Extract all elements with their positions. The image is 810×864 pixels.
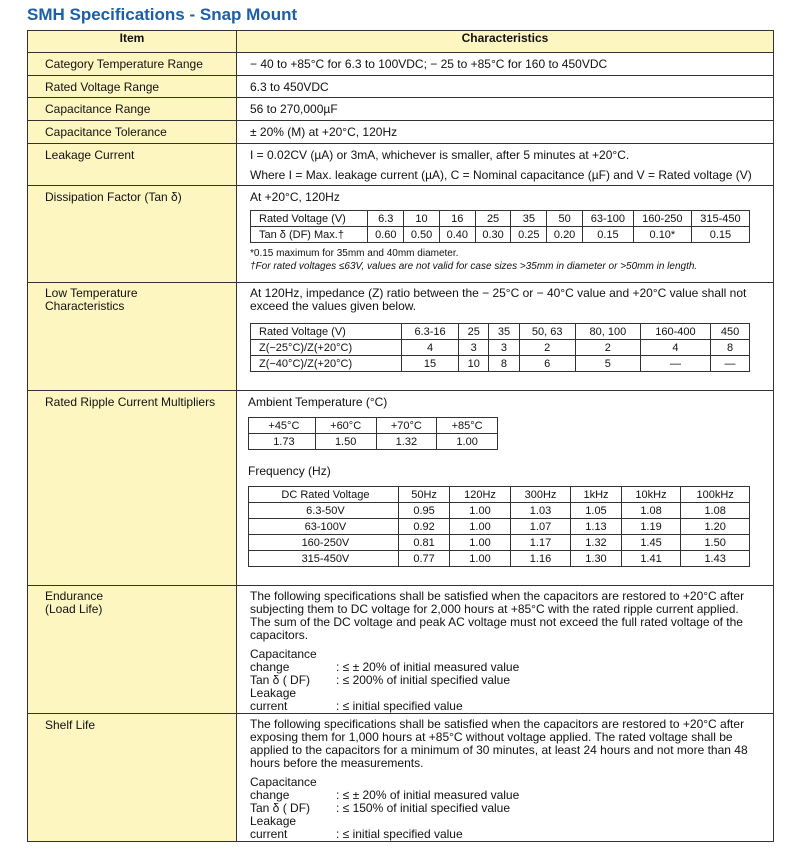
table-cell: 1.08 <box>621 503 681 519</box>
item-value: ± 20% (M) at +20°C, 120Hz <box>237 121 774 144</box>
spec-line <box>250 776 773 802</box>
shelf-life-text: The following specifications shall be satisfied when the capacitors are restored to +20°C after exposing them for 1,000 hours at +85°C without voltage applied. The rated voltage shall be applied to the capacitors for a minimum of 30 minutes, at least 24 hours and not more than 48 hours before the measurements. <box>250 717 748 770</box>
table-cell: 50 <box>547 211 583 227</box>
spec-label: Leakage current <box>250 686 297 713</box>
spec-value: : ≤ ± 20% of initial measured value <box>336 660 520 674</box>
frequency-label: Frequency (Hz) <box>248 464 331 478</box>
table-cell: 63-100V <box>249 519 399 535</box>
table-cell: 1.08 <box>681 503 750 519</box>
table-cell: 1.32 <box>571 535 622 551</box>
df-table <box>250 210 750 243</box>
table-cell: 300Hz <box>510 487 570 503</box>
endurance-text: The following specifications shall be satisfied when the capacitors are restored to +20°C after subjecting them to DC voltage for 2,000 hours at +85°C with the rated ripple current applied. The sum of the DC voltage and peak AC voltage must not exceed the full rated voltage of the capacitors. <box>250 589 745 642</box>
table-cell: 63-100 <box>582 211 633 227</box>
table-cell: 0.50 <box>404 227 440 243</box>
table-cell: 0.10* <box>633 227 691 243</box>
table-cell: 1.05 <box>571 503 622 519</box>
table-cell: 1.00 <box>450 503 510 519</box>
table-cell: 0.77 <box>398 551 449 567</box>
table-cell: 25 <box>459 324 489 340</box>
item-label: Rated Voltage Range <box>28 76 237 98</box>
table-cell: 120Hz <box>450 487 510 503</box>
table-row <box>249 503 750 519</box>
spec-line <box>250 674 773 687</box>
item-value: 56 to 270,000µF <box>237 98 774 121</box>
table-cell: 0.20 <box>547 227 583 243</box>
table-cell: 2 <box>575 340 640 356</box>
table-cell: Rated Voltage (V) <box>251 211 368 227</box>
item-label: Shelf Life <box>28 714 237 842</box>
header-row <box>28 31 774 53</box>
table-cell: 6 <box>519 356 575 372</box>
spec-value: : ≤ ± 20% of initial measured value <box>336 788 520 802</box>
leakage-formula: I = 0.02CV (µA) or 3mA, whichever is smaller, after 5 minutes at +20°C. <box>250 148 630 162</box>
table-row <box>249 487 750 503</box>
table-cell: 0.15 <box>691 227 749 243</box>
leakage-definition: Where I = Max. leakage current (µA), C = Nominal capacitance (µF) and V = Rated voltage (V) <box>250 168 752 182</box>
table-cell: 1.17 <box>510 535 570 551</box>
table-cell: — <box>711 356 750 372</box>
table-cell: +45°C <box>249 418 316 434</box>
item-label: Category Temperature Range <box>28 53 237 76</box>
table-cell: 3 <box>459 340 489 356</box>
spec-row <box>28 186 774 283</box>
spec-row <box>28 586 774 714</box>
table-row <box>249 535 750 551</box>
table-cell: 0.81 <box>398 535 449 551</box>
table-cell: 1.13 <box>571 519 622 535</box>
table-cell: 0.95 <box>398 503 449 519</box>
table-cell: 1.20 <box>681 519 750 535</box>
spec-line <box>250 648 773 674</box>
characteristics-header: Characteristics <box>237 31 774 53</box>
table-cell: 10 <box>404 211 440 227</box>
table-cell: 1.16 <box>510 551 570 567</box>
spec-line <box>250 815 773 841</box>
spec-label: Tan δ ( DF) <box>250 801 311 815</box>
spec-row <box>28 283 774 391</box>
spec-row <box>28 121 774 144</box>
table-cell: 1.00 <box>450 535 510 551</box>
table-cell: 0.30 <box>475 227 511 243</box>
table-cell: 0.25 <box>511 227 547 243</box>
spec-row <box>28 53 774 76</box>
table-cell: 1.32 <box>376 434 437 450</box>
table-cell: 1.43 <box>681 551 750 567</box>
spec-row <box>28 76 774 98</box>
table-cell: 1kHz <box>571 487 622 503</box>
table-cell: +70°C <box>376 418 437 434</box>
table-cell: 4 <box>401 340 458 356</box>
lowtemp-intro: At 120Hz, impedance (Z) ratio between the − 25°C or − 40°C value and +20°C value shall not exceed the values given below. <box>250 286 747 313</box>
spec-value: : ≤ 200% of initial specified value <box>336 673 511 687</box>
spec-line <box>250 687 773 713</box>
table-cell: 1.00 <box>450 519 510 535</box>
table-cell: 1.03 <box>510 503 570 519</box>
table-cell: 10 <box>459 356 489 372</box>
spec-row <box>28 714 774 842</box>
table-cell: 315-450V <box>249 551 399 567</box>
table-cell: +85°C <box>437 418 498 434</box>
spec-value: : ≤ initial specified value <box>336 699 463 713</box>
table-cell: 35 <box>489 324 519 340</box>
table-cell: 1.73 <box>249 434 316 450</box>
item-label: Capacitance Tolerance <box>28 121 237 144</box>
spec-label: Tan δ ( DF) <box>250 673 311 687</box>
item-header: Item <box>28 31 237 53</box>
table-cell: 3 <box>489 340 519 356</box>
ambient-label: Ambient Temperature (°C) <box>248 395 388 409</box>
table-cell: 4 <box>640 340 710 356</box>
table-cell: 50, 63 <box>519 324 575 340</box>
page-title: SMH Specifications - Snap Mount <box>27 5 298 24</box>
table-cell: 6.3 <box>368 211 404 227</box>
table-cell: Tan δ (DF) Max.† <box>251 227 368 243</box>
table-cell: Rated Voltage (V) <box>251 324 402 340</box>
spec-value: : ≤ 150% of initial specified value <box>336 801 511 815</box>
table-row <box>251 356 750 372</box>
table-cell: 160-400 <box>640 324 710 340</box>
item-label: Leakage Current <box>28 144 237 186</box>
spec-row <box>28 144 774 186</box>
table-cell: 1.30 <box>571 551 622 567</box>
endurance-specs <box>250 648 773 713</box>
table-cell: 15 <box>401 356 458 372</box>
item-label: Dissipation Factor (Tan δ) <box>28 186 237 283</box>
table-cell: Z(−25°C)/Z(+20°C) <box>251 340 402 356</box>
df-intro: At +20°C, 120Hz <box>250 190 340 204</box>
table-cell: 160-250V <box>249 535 399 551</box>
item-value: − 40 to +85°C for 6.3 to 100VDC; − 25 to +85°C for 160 to 450VDC <box>237 53 774 76</box>
table-cell: 50Hz <box>398 487 449 503</box>
spec-label: Capacitance change <box>250 775 317 802</box>
table-cell: 100kHz <box>681 487 750 503</box>
df-footnote: †For rated voltages ≤63V, values are not valid for case sizes >35mm in diameter or >50mm in length. <box>250 261 698 272</box>
table-cell: 0.60 <box>368 227 404 243</box>
frequency-table <box>248 486 750 567</box>
spec-line <box>250 802 773 815</box>
ambient-table <box>248 417 498 450</box>
spec-row <box>28 391 774 586</box>
table-cell: 35 <box>511 211 547 227</box>
table-row <box>249 519 750 535</box>
table-cell: 1.50 <box>681 535 750 551</box>
table-cell: +60°C <box>315 418 376 434</box>
table-cell: 0.92 <box>398 519 449 535</box>
item-label: Capacitance Range <box>28 98 237 121</box>
table-row <box>251 227 750 243</box>
table-cell: 0.40 <box>439 227 475 243</box>
table-cell: — <box>640 356 710 372</box>
table-cell: DC Rated Voltage <box>249 487 399 503</box>
table-cell: 0.15 <box>582 227 633 243</box>
spec-label: Capacitance change <box>250 647 317 674</box>
table-cell: 16 <box>439 211 475 227</box>
table-row <box>251 211 750 227</box>
table-row <box>249 418 498 434</box>
item-label-text: Low Temperature Characteristics <box>45 286 138 313</box>
table-row <box>249 434 498 450</box>
item-label: Endurance (Load Life) <box>28 586 237 714</box>
shelf-life-specs <box>250 776 773 841</box>
table-row <box>251 324 750 340</box>
lowtemp-table <box>250 323 750 372</box>
table-cell: 8 <box>711 340 750 356</box>
table-cell: 1.41 <box>621 551 681 567</box>
table-cell: 25 <box>475 211 511 227</box>
item-value: 6.3 to 450VDC <box>237 76 774 98</box>
table-cell: 5 <box>575 356 640 372</box>
table-cell: 1.50 <box>315 434 376 450</box>
table-cell: 10kHz <box>621 487 681 503</box>
item-label <box>28 283 237 391</box>
table-cell: 80, 100 <box>575 324 640 340</box>
spec-table <box>27 30 774 842</box>
table-cell: 1.07 <box>510 519 570 535</box>
spec-label: Leakage current <box>250 814 297 841</box>
spec-value: : ≤ initial specified value <box>336 827 463 841</box>
df-note: *0.15 maximum for 35mm and 40mm diameter. <box>250 248 459 259</box>
table-cell: 6.3-16 <box>401 324 458 340</box>
table-cell: 8 <box>489 356 519 372</box>
table-cell: 6.3-50V <box>249 503 399 519</box>
table-cell: 1.19 <box>621 519 681 535</box>
item-label: Rated Ripple Current Multipliers <box>28 391 237 586</box>
table-cell: 160-250 <box>633 211 691 227</box>
table-row <box>251 340 750 356</box>
table-cell: 315-450 <box>691 211 749 227</box>
table-cell: Z(−40°C)/Z(+20°C) <box>251 356 402 372</box>
table-cell: 1.45 <box>621 535 681 551</box>
table-cell: 1.00 <box>450 551 510 567</box>
table-cell: 1.00 <box>437 434 498 450</box>
spec-row <box>28 98 774 121</box>
table-row <box>249 551 750 567</box>
table-cell: 2 <box>519 340 575 356</box>
table-cell: 450 <box>711 324 750 340</box>
